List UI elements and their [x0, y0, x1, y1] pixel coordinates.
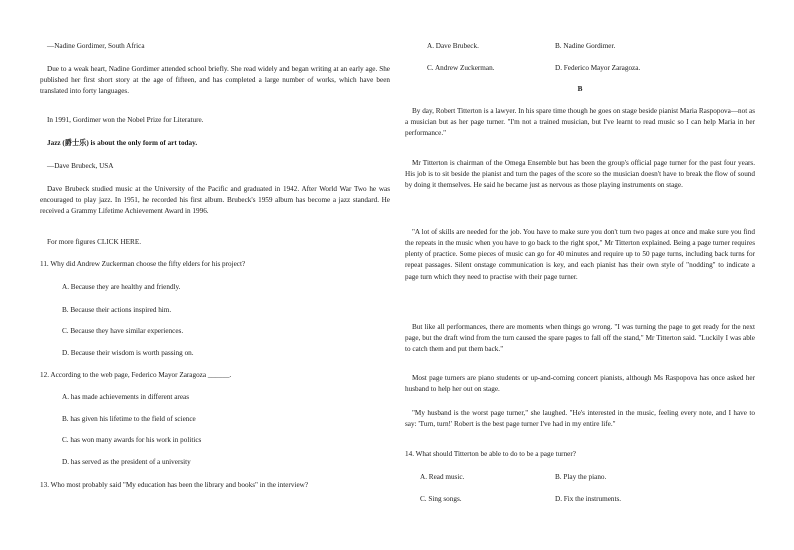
passage-paragraph-1: By day, Robert Titterton is a lawyer. In his spare time though he goes on stage beside pianist Maria Raspopova—not as a musician but as her page turner. "I'm not a trained musician, but I've learnt to read music so I can help Maria in her performance.": [405, 107, 755, 138]
more-figures-link[interactable]: For more figures CLICK HERE.: [47, 238, 142, 246]
passage-paragraph-3: "A lot of skills are needed for the job. You have to make sure you don't turn two pages at once and make sure you find the repeats in the music when you have to go back to the right spot," Mr Titterton explained. Being a page turner requires plenty of practice. Some pieces of music can go for 40 minutes and require up to 50 page turns, including back turns for repeat passages. Silent onstage communication is key, and each pianist has their own style of "nodding" to indicate a page turn which they need to practise with their page turner.: [405, 228, 755, 281]
q13-option-d[interactable]: D. Federico Mayor Zaragoza.: [555, 64, 641, 72]
brubeck-bio: Dave Brubeck studied music at the University of the Pacific and graduated in 1942. After World War Two he was encouraged to play jazz. In 1951, he recorded his first album. Brubeck's 1959 album has become a jazz standard. He received a Grammy Lifetime Achievement Award in 1996.: [40, 185, 390, 216]
q11-option-b[interactable]: B. Because their actions inspired him.: [62, 306, 172, 314]
question-14: 14. What should Titterton be able to do to be a page turner?: [405, 450, 576, 458]
q14-option-c[interactable]: C. Sing songs.: [420, 495, 462, 503]
q11-option-a[interactable]: A. Because they are healthy and friendly.: [62, 283, 181, 291]
q12-option-d[interactable]: D. has served as the president of a university: [62, 458, 191, 466]
question-12: 12. According to the web page, Federico Mayor Zaragoza ______.: [40, 371, 232, 379]
q12-option-b[interactable]: B. has given his lifetime to the field of science: [62, 415, 196, 423]
q14-option-a[interactable]: A. Read music.: [420, 473, 465, 481]
attribution-brubeck: —Dave Brubeck, USA: [47, 162, 114, 170]
attribution-gordimer: —Nadine Gordimer, South Africa: [47, 42, 145, 50]
question-11: 11. Why did Andrew Zuckerman choose the fifty elders for his project?: [40, 260, 246, 268]
q11-option-c[interactable]: C. Because they have similar experiences.: [62, 327, 184, 335]
q14-option-d[interactable]: D. Fix the instruments.: [555, 495, 622, 503]
q13-option-a[interactable]: A. Dave Brubeck.: [427, 42, 479, 50]
gordimer-bio: Due to a weak heart, Nadine Gordimer attended school briefly. She read widely and began writing at an early age. She published her first short story at the age of fifteen, and has completed a large number of works, which have been translated into forty languages.: [40, 65, 390, 96]
q13-option-c[interactable]: C. Andrew Zuckerman.: [427, 64, 495, 72]
jazz-quote: Jazz (爵士乐) is about the only form of art today.: [47, 139, 198, 147]
gordimer-prize: In 1991, Gordimer won the Nobel Prize for Literature.: [47, 116, 204, 124]
section-label: B: [577, 85, 583, 93]
passage-paragraph-6: "My husband is the worst page turner," she laughed. "He's interested in the music, feeling every note, and I have to say: 'Turn, turn!' Robert is the best page turner I've had in my entire life.": [405, 409, 755, 429]
passage-paragraph-5: Most page turners are piano students or up-and-coming concert pianists, although Ms Raspopova has once asked her husband to help her out on stage.: [405, 374, 755, 394]
question-13: 13. Who most probably said "My education has been the library and books" in the interview?: [40, 481, 309, 489]
q11-option-d[interactable]: D. Because their wisdom is worth passing on.: [62, 349, 194, 357]
q14-option-b[interactable]: B. Play the piano.: [555, 473, 607, 481]
q13-option-b[interactable]: B. Nadine Gordimer.: [555, 42, 616, 50]
passage-paragraph-2: Mr Titterton is chairman of the Omega Ensemble but has been the group's official page turner for the past four years. His job is to sit beside the pianist and turn the pages of the score so the musician doesn't have to break the flow of sound by doing it themselves. He said he became just as nervous as those playing instruments on stage.: [405, 159, 755, 190]
passage-paragraph-4: But like all performances, there are moments when things go wrong. "I was turning the page to get ready for the next page, but the draft wind from the turn caused the spare pages to fall off the stand," Mr Titterton said. "Luckily I was able to catch them and put them back.": [405, 323, 755, 354]
q12-option-a[interactable]: A. has made achievements in different areas: [62, 393, 189, 401]
q12-option-c[interactable]: C. has won many awards for his work in politics: [62, 436, 202, 444]
